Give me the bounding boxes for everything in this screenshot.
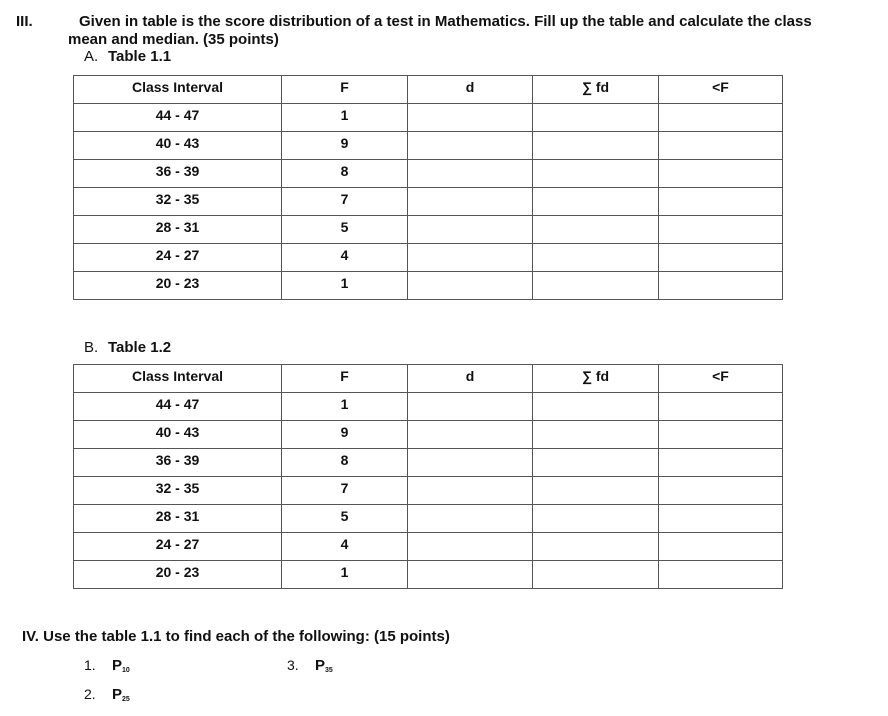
deviation-blank-cell[interactable] [408,160,533,188]
frequency-cell: 9 [282,132,408,160]
deviation-blank-cell[interactable] [408,533,533,561]
deviation-blank-cell[interactable] [408,272,533,300]
percentile-subscript: 25 [122,696,130,703]
header-deviation: d [408,76,533,104]
item-number: 2. [84,686,96,702]
table-a-label [84,48,171,65]
deviation-blank-cell[interactable] [408,505,533,533]
less-than-cf-blank-cell[interactable] [659,477,783,505]
table-row [74,477,783,505]
sum-fd-blank-cell[interactable] [533,477,659,505]
table-row [74,132,783,160]
class-interval-cell: 28 - 31 [74,505,282,533]
less-than-cf-blank-cell[interactable] [659,561,783,589]
header-sum-fd: ∑ fd [533,365,659,393]
table-1-2 [73,364,783,589]
deviation-blank-cell[interactable] [408,244,533,272]
deviation-blank-cell[interactable] [408,561,533,589]
less-than-cf-blank-cell[interactable] [659,272,783,300]
header-less-than-cf: <F [659,76,783,104]
table-header-row [74,76,783,104]
frequency-cell: 5 [282,216,408,244]
table-a-title: Table 1.1 [108,48,172,65]
table-row [74,421,783,449]
list-item [287,657,333,674]
sum-fd-blank-cell[interactable] [533,561,659,589]
table-1-1 [73,75,783,300]
table-row [74,533,783,561]
less-than-cf-blank-cell[interactable] [659,393,783,421]
question-3-text-line-1: Given in table is the score distribution of a test in Mathematics. Fill up the table and calculate the class [79,13,812,30]
deviation-blank-cell[interactable] [408,477,533,505]
sum-fd-blank-cell[interactable] [533,104,659,132]
class-interval-cell: 32 - 35 [74,188,282,216]
table-row [74,449,783,477]
frequency-cell: 1 [282,104,408,132]
sum-fd-blank-cell[interactable] [533,533,659,561]
sum-fd-blank-cell[interactable] [533,421,659,449]
sum-fd-blank-cell[interactable] [533,132,659,160]
less-than-cf-blank-cell[interactable] [659,244,783,272]
list-item [84,686,130,703]
class-interval-cell: 28 - 31 [74,216,282,244]
less-than-cf-blank-cell[interactable] [659,505,783,533]
class-interval-cell: 44 - 47 [74,104,282,132]
class-interval-cell: 32 - 35 [74,477,282,505]
frequency-cell: 5 [282,505,408,533]
percentile-symbol: P [112,657,123,674]
class-interval-cell: 36 - 39 [74,449,282,477]
table-b-letter: B. [84,339,99,356]
header-class-interval: Class Interval [74,365,282,393]
frequency-cell: 8 [282,160,408,188]
less-than-cf-blank-cell[interactable] [659,160,783,188]
header-class-interval: Class Interval [74,76,282,104]
table-row [74,216,783,244]
sum-fd-blank-cell[interactable] [533,449,659,477]
percentile-symbol: P [112,686,123,703]
less-than-cf-blank-cell[interactable] [659,533,783,561]
deviation-blank-cell[interactable] [408,104,533,132]
frequency-cell: 7 [282,188,408,216]
header-frequency: F [282,365,408,393]
sum-fd-blank-cell[interactable] [533,505,659,533]
percentile-subscript: 35 [325,667,333,674]
less-than-cf-blank-cell[interactable] [659,216,783,244]
less-than-cf-blank-cell[interactable] [659,421,783,449]
item-number: 1. [84,657,96,673]
deviation-blank-cell[interactable] [408,449,533,477]
less-than-cf-blank-cell[interactable] [659,132,783,160]
class-interval-cell: 36 - 39 [74,160,282,188]
header-frequency: F [282,76,408,104]
class-interval-cell: 20 - 23 [74,561,282,589]
sum-fd-blank-cell[interactable] [533,188,659,216]
frequency-cell: 9 [282,421,408,449]
sum-fd-blank-cell[interactable] [533,393,659,421]
percentile-subscript: 10 [122,667,130,674]
deviation-blank-cell[interactable] [408,421,533,449]
deviation-blank-cell[interactable] [408,216,533,244]
question-3-text-line-2: mean and median. (35 points) [68,31,279,48]
class-interval-cell: 40 - 43 [74,421,282,449]
table-b-label [84,339,171,356]
deviation-blank-cell[interactable] [408,188,533,216]
frequency-cell: 1 [282,393,408,421]
table-row [74,160,783,188]
class-interval-cell: 24 - 27 [74,244,282,272]
table-a-letter: A. [84,48,99,65]
table-row [74,104,783,132]
table-row [74,393,783,421]
sum-fd-blank-cell[interactable] [533,160,659,188]
class-interval-cell: 20 - 23 [74,272,282,300]
deviation-blank-cell[interactable] [408,393,533,421]
question-3-number: III. [16,13,33,30]
table-row [74,561,783,589]
deviation-blank-cell[interactable] [408,132,533,160]
question-4-text: IV. Use the table 1.1 to find each of the following: (15 points) [22,628,450,645]
list-item [84,657,130,674]
table-row [74,272,783,300]
sum-fd-blank-cell[interactable] [533,216,659,244]
percentile-symbol: P [315,657,326,674]
frequency-cell: 4 [282,244,408,272]
class-interval-cell: 44 - 47 [74,393,282,421]
frequency-cell: 8 [282,449,408,477]
table-row [74,244,783,272]
table-row [74,505,783,533]
less-than-cf-blank-cell[interactable] [659,188,783,216]
less-than-cf-blank-cell[interactable] [659,449,783,477]
frequency-cell: 1 [282,561,408,589]
sum-fd-blank-cell[interactable] [533,244,659,272]
table-header-row [74,365,783,393]
sum-fd-blank-cell[interactable] [533,272,659,300]
table-row [74,188,783,216]
class-interval-cell: 40 - 43 [74,132,282,160]
frequency-cell: 7 [282,477,408,505]
frequency-cell: 4 [282,533,408,561]
header-sum-fd: ∑ fd [533,76,659,104]
header-deviation: d [408,365,533,393]
item-number: 3. [287,657,299,673]
frequency-cell: 1 [282,272,408,300]
less-than-cf-blank-cell[interactable] [659,104,783,132]
header-less-than-cf: <F [659,365,783,393]
table-b-title: Table 1.2 [108,339,172,356]
class-interval-cell: 24 - 27 [74,533,282,561]
